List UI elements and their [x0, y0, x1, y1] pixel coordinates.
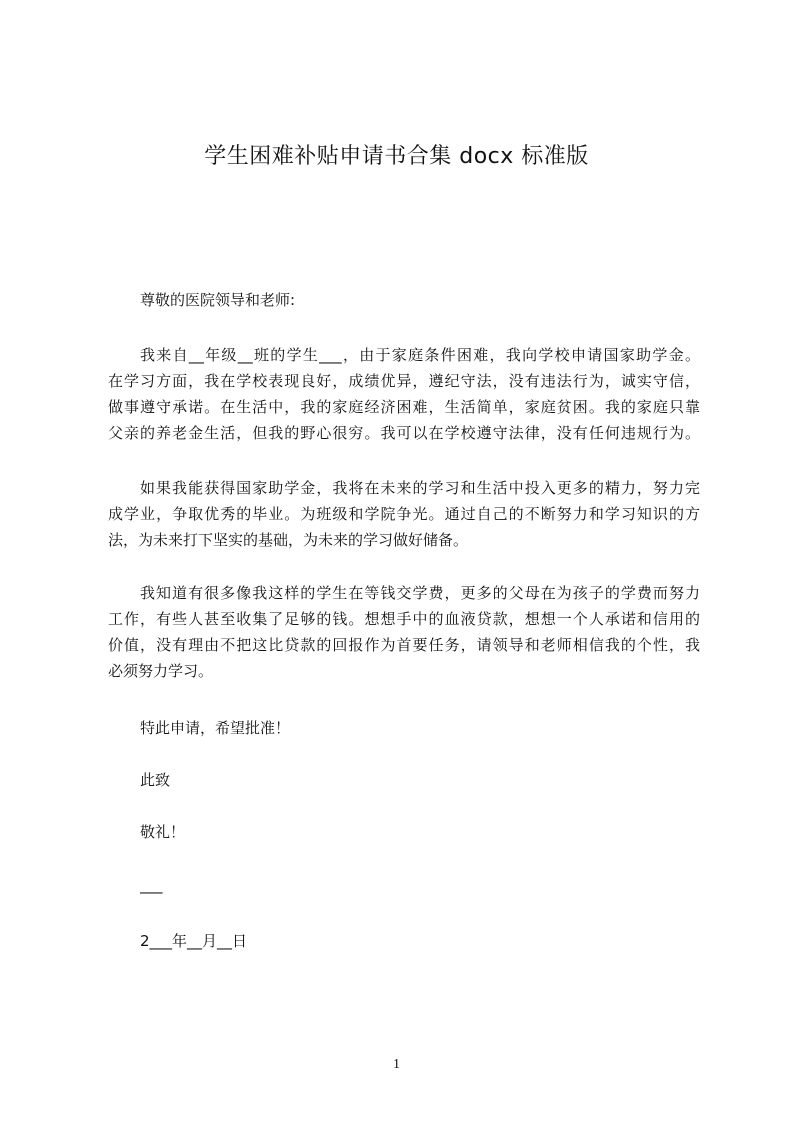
- closing-regards: 此致: [140, 771, 171, 789]
- closing-salute: 敬礼！: [140, 823, 186, 841]
- closing-request: 特此申请，希望批准！: [140, 719, 291, 737]
- page-number: 1: [393, 1057, 400, 1072]
- paragraph-3-line-3: 价值，没有理由不把这比贷款的回报作为首要任务，请领导和老师相信我的个性，我: [108, 636, 700, 654]
- salutation: 尊敬的医院领导和老师:: [140, 291, 296, 309]
- paragraph-3-line-1: 我知道有很多像我这样的学生在等钱交学费，更多的父母在为孩子的学费而努力: [140, 584, 700, 602]
- paragraph-3-line-4: 必须努力学习。: [108, 662, 214, 680]
- paragraph-1-line-4: 父亲的养老金生活，但我的野心很穷。我可以在学校遵守法律，没有任何违规行为。: [108, 424, 700, 442]
- date-line: 2___年__月__日: [140, 932, 248, 950]
- paragraph-1-line-3: 做事遵守承诺。在生活中，我的家庭经济困难，生活简单，家庭贫困。我的家庭只靠: [108, 398, 700, 416]
- paragraph-2-line-1: 如果我能获得国家助学金，我将在未来的学习和生活中投入更多的精力，努力完: [140, 479, 700, 497]
- paragraph-1-line-1: 我来自__年级__班的学生___，由于家庭条件困难，我向学校申请国家助学金。: [140, 346, 700, 364]
- paragraph-2-line-3: 法，为未来打下坚实的基础，为未来的学习做好储备。: [108, 531, 469, 549]
- signature-blank: ___: [140, 876, 163, 894]
- paragraph-2-line-2: 成学业，争取优秀的毕业。为班级和学院争光。通过自己的不断努力和学习知识的方: [108, 505, 700, 523]
- paragraph-3-line-2: 工作，有些人甚至收集了足够的钱。想想手中的血液贷款，想想一个人承诺和信用的: [108, 610, 700, 628]
- document-title: 学生困难补贴申请书合集 docx 标准版: [204, 144, 589, 169]
- paragraph-1-line-2: 在学习方面，我在学校表现良好，成绩优异，遵纪守法，没有违法行为，诚实守信，: [108, 372, 700, 390]
